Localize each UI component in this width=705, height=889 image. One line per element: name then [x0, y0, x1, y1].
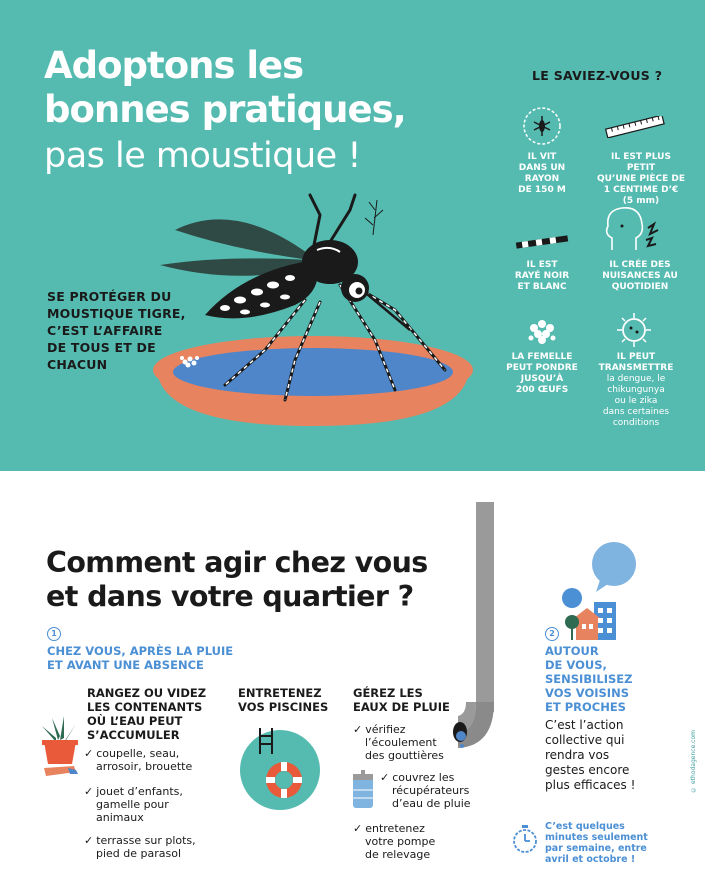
col3-item-1: ✓ vérifiez l’écoulement des gouttières — [353, 723, 444, 762]
step2-number: 2 — [545, 627, 559, 641]
plant-pot-icon — [38, 714, 82, 780]
col3-item-2: ✓ couvrez les récupérateurs d’eau de pluie — [380, 771, 471, 810]
hero-title-line3: pas le moustique ! — [44, 136, 361, 176]
col2-heading: ENTRETENEZ VOS PISCINES — [238, 686, 329, 714]
fact-eggs: LA FEMELLE PEUT PONDRE JUSQU’À 200 ŒUFS — [506, 352, 578, 395]
mosquito-saucer-illustration — [145, 190, 475, 430]
step1-number: 1 — [47, 627, 61, 641]
hero-title-line1: Adoptons les — [44, 44, 304, 87]
radius-icon — [522, 106, 562, 146]
gutter-pipe-illustration — [448, 502, 504, 752]
ruler-icon — [604, 116, 666, 138]
hero-title-line2: bonnes pratiques, — [44, 88, 406, 131]
step2-heading: AUTOUR DE VOUS, SENSIBILISEZ VOS VOISINS ET PROCHES — [545, 644, 633, 714]
section-title-line1: Comment agir chez vous — [46, 546, 428, 579]
col1-item-3: ✓ terrasse sur plots, pied de parasol — [84, 834, 196, 860]
col1-heading: RANGEZ OU VIDEZ LES CONTENANTS OÙ L’EAU PEUT S’ACCUMULER — [87, 686, 207, 742]
virus-icon — [614, 310, 654, 350]
fact-size: IL EST PLUS PETIT QU’UNE PIÈCE DE 1 CENTIME D’€ (5 mm) — [596, 152, 686, 206]
fact-disease: IL PEUT TRANSMETTRE la dengue, le chikungunya ou le zika dans certaines conditions — [598, 352, 674, 428]
stopwatch-icon — [512, 824, 538, 854]
col1-item-2: ✓ jouet d’enfants, gamelle pour animaux — [84, 785, 183, 824]
step1-heading: CHEZ VOUS, APRÈS LA PLUIE ET AVANT UNE ABSENCE — [47, 644, 234, 672]
neighbours-illustration — [556, 538, 646, 642]
protect-text: SE PROTÉGER DU MOUSTIQUE TIGRE, C’EST L’AFFAIRE DE TOUS ET DE CHACUN — [47, 289, 186, 372]
water-tank-icon — [350, 770, 376, 810]
pool-icon — [234, 724, 326, 816]
col1-item-1: ✓ coupelle, seau, arrosoir, brouette — [84, 747, 193, 773]
check-icon: ✓ — [84, 747, 94, 760]
check-icon: ✓ — [84, 785, 94, 798]
stripes-icon — [514, 234, 570, 250]
check-icon: ✓ — [84, 834, 94, 847]
eggs-icon — [526, 318, 558, 346]
credit-text: © ethodagence.com — [690, 730, 697, 793]
facts-heading: LE SAVIEZ-VOUS ? — [532, 68, 663, 83]
annoyed-head-icon — [600, 204, 664, 252]
fact-nuisance: IL CRÉE DES NUISANCES AU QUOTIDIEN — [602, 260, 678, 292]
check-icon: ✓ — [353, 723, 363, 736]
col3-heading: GÉREZ LES EAUX DE PLUIE — [353, 686, 450, 714]
check-icon: ✓ — [353, 822, 363, 835]
col3-item-3: ✓ entretenez votre pompe de relevage — [353, 822, 436, 861]
fact-radius: IL VIT DANS UN RAYON DE 150 M — [518, 152, 566, 195]
fact-stripes: IL EST RAYÉ NOIR ET BLANC — [514, 260, 570, 292]
step2-body: C’est l’action collective qui rendra vos gestes encore plus efficaces ! — [545, 718, 636, 792]
section-title-line2: et dans votre quartier ? — [46, 580, 414, 613]
check-icon: ✓ — [380, 771, 390, 784]
step2-tip: C’est quelques minutes seulement par semaine, entre avril et octobre ! — [545, 821, 648, 865]
